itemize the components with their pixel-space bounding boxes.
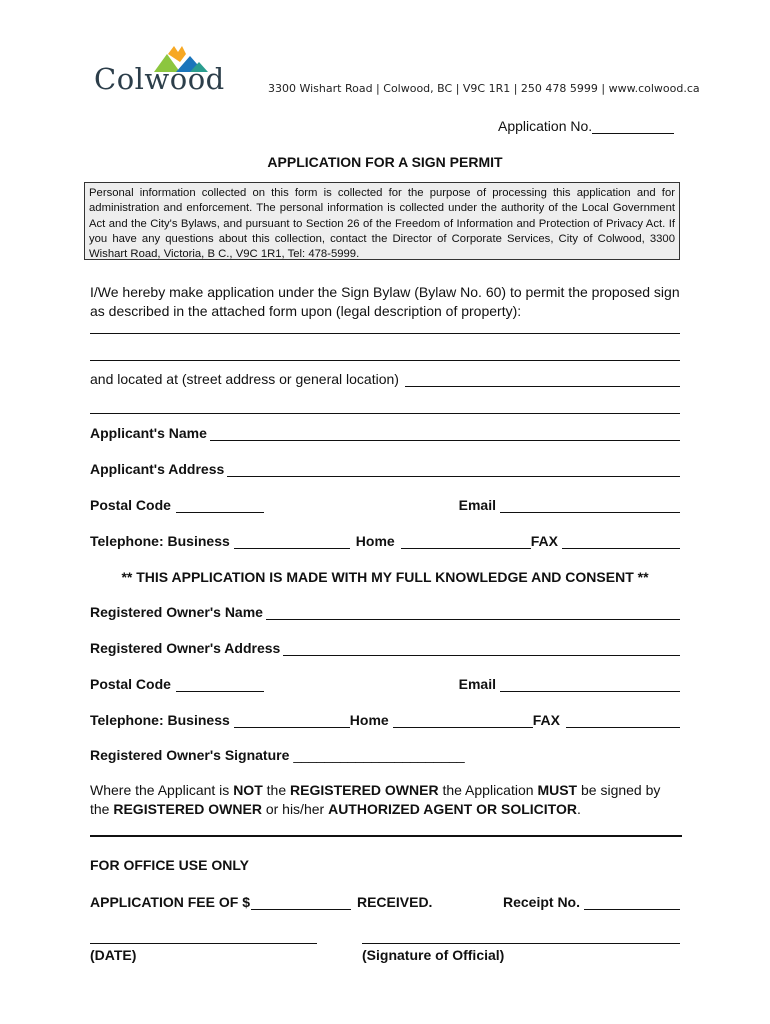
applicant-postal-field[interactable] bbox=[176, 498, 264, 513]
notice-text-1: Where the Applicant is bbox=[90, 782, 234, 798]
owner-postal-label: Postal Code bbox=[90, 676, 171, 692]
applicant-email-field[interactable] bbox=[500, 498, 680, 513]
owner-address-row bbox=[90, 640, 680, 656]
owner-email-field[interactable] bbox=[500, 677, 680, 692]
owner-name-field[interactable] bbox=[266, 605, 680, 620]
consent-statement: ** THIS APPLICATION IS MADE WITH MY FULL KNOWLEDGE AND CONSENT ** bbox=[121, 569, 649, 585]
owner-phone-row bbox=[90, 712, 680, 728]
official-signature-line[interactable] bbox=[362, 943, 680, 944]
applicant-email-label: Email bbox=[458, 497, 496, 513]
colwood-logo bbox=[94, 44, 224, 100]
applicant-home-label: Home bbox=[355, 533, 395, 549]
receipt-field[interactable] bbox=[584, 895, 680, 910]
notice-bold-2: REGISTERED OWNER bbox=[290, 782, 439, 798]
notice-bold-3: MUST bbox=[537, 782, 578, 798]
notice-text-6: . bbox=[576, 801, 581, 817]
notice-bold-5: AUTHORIZED AGENT OR SOLICITOR bbox=[328, 801, 577, 817]
owner-fax-label: FAX bbox=[532, 712, 560, 728]
notice-text-4: be signed by the bbox=[90, 782, 661, 817]
date-line[interactable] bbox=[90, 943, 317, 944]
owner-name-label: Registered Owner's Name bbox=[90, 604, 263, 620]
located-field[interactable] bbox=[405, 372, 680, 387]
received-label: RECEIVED. bbox=[356, 894, 433, 910]
notice-text-3: the Application bbox=[438, 782, 538, 798]
owner-requirement-notice bbox=[90, 781, 682, 819]
applicant-phone-row bbox=[90, 533, 680, 549]
date-label: (DATE) bbox=[90, 947, 137, 963]
applicant-postal-label: Postal Code bbox=[90, 497, 171, 513]
owner-fax-field[interactable] bbox=[566, 713, 680, 728]
owner-home-label: Home bbox=[349, 712, 389, 728]
owner-signature-row bbox=[90, 747, 680, 763]
owner-address-field[interactable] bbox=[283, 641, 680, 656]
privacy-notice bbox=[84, 182, 680, 260]
privacy-notice-text: Personal information collected on this form is collected for the purpose of processing this application and for administration and enforcement. The personal information is collected under the authority of the Local Government Act and the City's Bylaws, and pursuant to Section 26 of the Freedom of Information and Protection of Privacy Act. If you have any questions about this collection, contact the Director of Corporate Services, City of Colwood, 3300 Wishart Road, Victoria, B C., V9C 1R1, Tel: 478-5999. bbox=[89, 187, 675, 261]
application-no bbox=[498, 118, 674, 134]
application-no-label: Application No. bbox=[498, 118, 593, 134]
owner-email-label: Email bbox=[458, 676, 496, 692]
notice-bold-4: REGISTERED OWNER bbox=[113, 801, 262, 817]
applicant-postal-row bbox=[90, 497, 680, 513]
located-row bbox=[90, 371, 680, 387]
owner-postal-field[interactable] bbox=[176, 677, 264, 692]
applicant-fax-label: FAX bbox=[530, 533, 558, 549]
owner-phone-label: Telephone: Business bbox=[90, 712, 230, 728]
legal-description-line-2[interactable] bbox=[90, 360, 680, 361]
owner-postal-row bbox=[90, 676, 680, 692]
applicant-address-row bbox=[90, 461, 680, 477]
notice-bold-1: NOT bbox=[233, 782, 263, 798]
form-title: APPLICATION FOR A SIGN PERMIT bbox=[267, 154, 503, 170]
applicant-business-field[interactable] bbox=[234, 534, 350, 549]
notice-text-2: the bbox=[262, 782, 290, 798]
located-line-2[interactable] bbox=[90, 413, 680, 414]
applicant-phone-label: Telephone: Business bbox=[90, 533, 230, 549]
contact-line: 3300 Wishart Road | Colwood, BC | V9C 1R1 | 250 478 5999 | www.colwood.ca bbox=[268, 82, 700, 95]
legal-description-line-1[interactable] bbox=[90, 333, 680, 334]
application-no-field[interactable] bbox=[592, 119, 674, 134]
owner-home-field[interactable] bbox=[393, 713, 533, 728]
applicant-name-field[interactable] bbox=[210, 426, 680, 441]
fee-field[interactable] bbox=[251, 895, 351, 910]
applicant-address-label: Applicant's Address bbox=[90, 461, 225, 477]
applicant-home-field[interactable] bbox=[401, 534, 531, 549]
office-fee-row bbox=[90, 894, 680, 910]
owner-business-field[interactable] bbox=[234, 713, 350, 728]
applicant-name-row bbox=[90, 425, 680, 441]
receipt-label: Receipt No. bbox=[502, 894, 580, 910]
owner-signature-field[interactable]: ______________________ bbox=[293, 747, 465, 763]
owner-signature-label: Registered Owner's Signature bbox=[90, 747, 290, 763]
intro-text: I/We hereby make application under the Sign Bylaw (Bylaw No. 60) to permit the proposed sign as described in the attached form upon (legal description of property): bbox=[90, 284, 680, 319]
applicant-name-label: Applicant's Name bbox=[90, 425, 207, 441]
office-use-heading: FOR OFFICE USE ONLY bbox=[90, 857, 249, 873]
fee-label: APPLICATION FEE OF $ bbox=[90, 894, 250, 910]
applicant-fax-field[interactable] bbox=[562, 534, 680, 549]
owner-name-row bbox=[90, 604, 680, 620]
official-signature-label: (Signature of Official) bbox=[362, 947, 505, 963]
section-divider bbox=[90, 835, 682, 837]
owner-address-label: Registered Owner's Address bbox=[90, 640, 281, 656]
logo-wordmark: Colwood bbox=[94, 62, 225, 96]
located-label: and located at (street address or general location) bbox=[90, 371, 399, 387]
applicant-address-field[interactable] bbox=[227, 462, 680, 477]
notice-text-5: or his/her bbox=[261, 801, 329, 817]
